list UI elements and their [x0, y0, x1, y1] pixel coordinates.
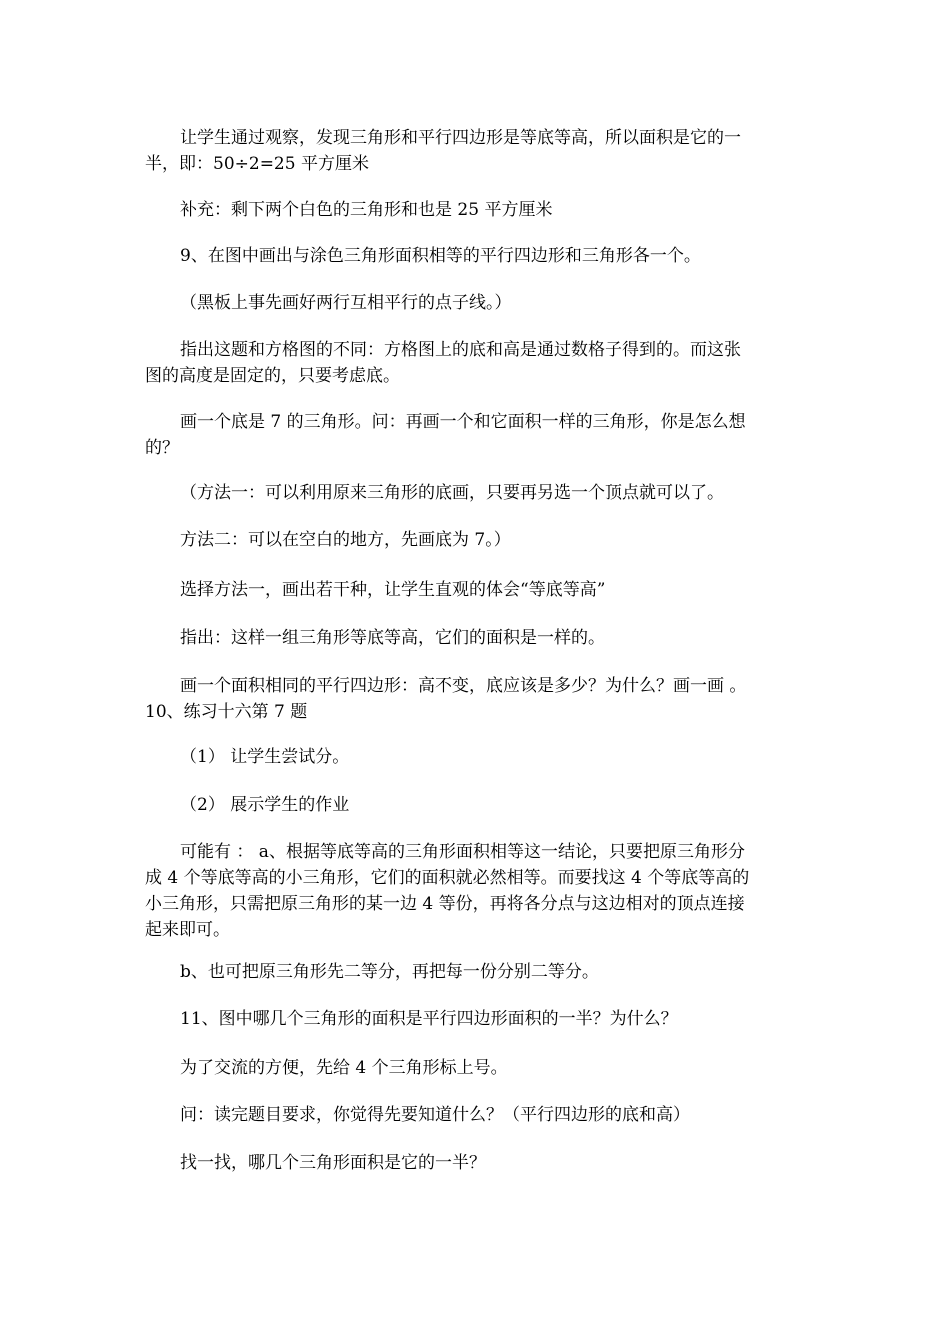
paragraph-line: 半，即：50÷2=25 平方厘米 — [145, 154, 369, 174]
paragraph-17 — [145, 1055, 810, 1081]
paragraph-line: 选择方法一，画出若干种，让学生直观的体会“等底等高” — [180, 580, 606, 600]
paragraph-line: 成 4 个等底等高的小三角形，它们的面积就必然相等。而要找这 4 个等底等高的 — [145, 868, 750, 888]
paragraph-line: （2） 展示学生的作业 — [180, 795, 350, 815]
paragraph-line: b、也可把原三角形先二等分，再把每一份分别二等分。 — [180, 962, 599, 982]
paragraph-5 — [145, 337, 810, 389]
paragraph-line: （方法一：可以利用原来三角形的底画，只要再另选一个顶点就可以了。 — [180, 483, 724, 503]
paragraph-2 — [145, 197, 810, 223]
paragraph-4 — [145, 290, 810, 316]
paragraph-line: 的？ — [145, 438, 179, 458]
paragraph-18 — [145, 1102, 810, 1128]
paragraph-9 — [145, 577, 810, 603]
paragraph-12 — [145, 744, 810, 770]
paragraph-line: 画一个底是 7 的三角形。问：再画一个和它面积一样的三角形，你是怎么想 — [180, 412, 746, 432]
paragraph-line: 找一找，哪几个三角形面积是它的一半？ — [180, 1153, 486, 1173]
paragraph-19 — [145, 1150, 810, 1176]
paragraph-line: 问：读完题目要求，你觉得先要知道什么？（平行四边形的底和高） — [180, 1105, 690, 1125]
paragraph-16 — [145, 1006, 810, 1032]
paragraph-line: （黑板上事先画好两行互相平行的点子线。） — [180, 293, 512, 313]
paragraph-line: 10、练习十六第 7 题 — [145, 702, 308, 722]
paragraph-line: 小三角形，只需把原三角形的某一边 4 等份，再将各分点与这边相对的顶点连接 — [145, 894, 745, 914]
paragraph-line: （1） 让学生尝试分。 — [180, 747, 350, 767]
paragraph-8 — [145, 527, 810, 553]
paragraph-15 — [145, 959, 810, 985]
paragraph-10 — [145, 625, 810, 651]
paragraph-line: 起来即可。 — [145, 920, 230, 940]
paragraph-7 — [145, 480, 810, 506]
paragraph-line: 补充：剩下两个白色的三角形和也是 25 平方厘米 — [180, 200, 553, 220]
paragraph-line: 图的高度是固定的，只要考虑底。 — [145, 366, 400, 386]
paragraph-line: 指出：这样一组三角形等底等高，它们的面积是一样的。 — [180, 628, 605, 648]
paragraph-line: 9、在图中画出与涂色三角形面积相等的平行四边形和三角形各一个。 — [180, 246, 701, 266]
paragraph-line: 可能有 ： a、根据等底等高的三角形面积相等这一结论，只要把原三角形分 — [180, 842, 745, 862]
paragraph-11 — [145, 673, 810, 725]
paragraph-3 — [145, 243, 810, 269]
paragraph-14 — [145, 839, 810, 943]
paragraph-line: 让学生通过观察，发现三角形和平行四边形是等底等高，所以面积是它的一 — [180, 128, 741, 148]
paragraph-line: 为了交流的方便，先给 4 个三角形标上号。 — [180, 1058, 508, 1078]
paragraph-1 — [145, 125, 810, 177]
paragraph-line: 画一个面积相同的平行四边形：高不变，底应该是多少？为什么？画一画 。 — [180, 676, 747, 696]
paragraph-13 — [145, 792, 810, 818]
paragraph-line: 方法二：可以在空白的地方，先画底为 7。） — [180, 530, 511, 550]
paragraph-line: 指出这题和方格图的不同：方格图上的底和高是通过数格子得到的。而这张 — [180, 340, 741, 360]
paragraph-6 — [145, 409, 810, 461]
paragraph-line: 11、图中哪几个三角形的面积是平行四边形面积的一半？为什么？ — [180, 1009, 678, 1029]
